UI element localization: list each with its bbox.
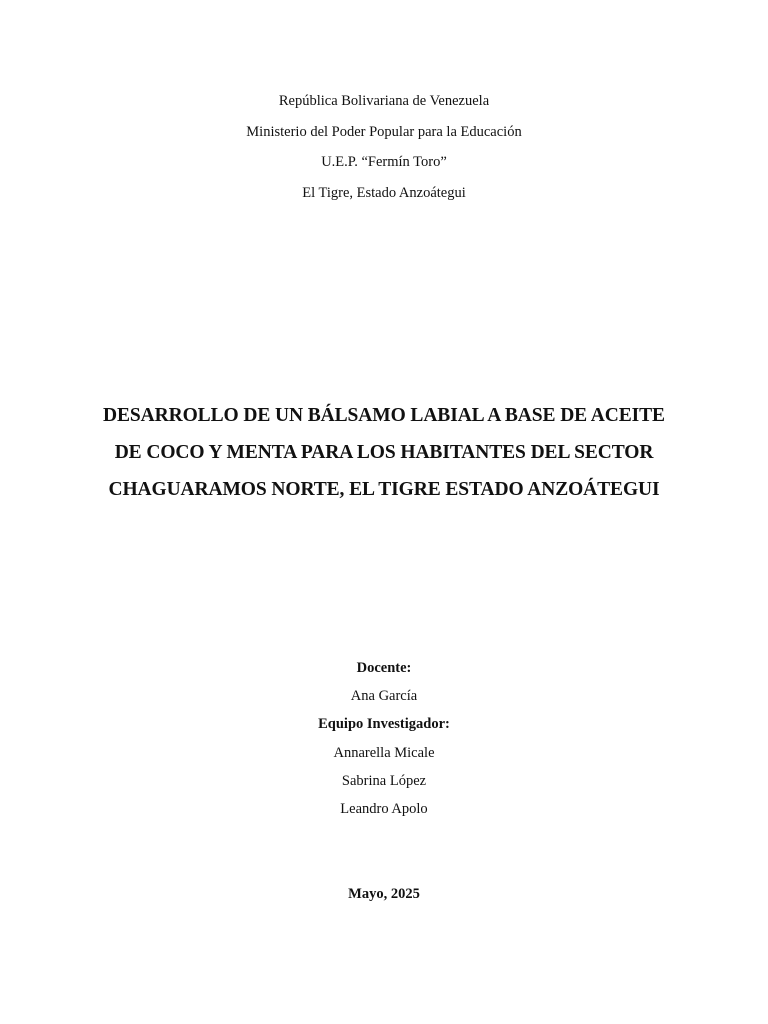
teacher-label: Docente: xyxy=(356,660,412,676)
authors-section xyxy=(0,657,768,826)
title-line-2: DE COCO Y MENTA PARA LOS HABITANTES DEL SECTOR xyxy=(114,442,654,463)
header-location: El Tigre, Estado Anzoátegui xyxy=(302,184,466,201)
institution-header xyxy=(0,90,768,212)
team-member: Annarella Micale xyxy=(333,744,435,761)
header-ministry: Ministerio del Poder Popular para la Educación xyxy=(246,123,522,140)
team-member: Sabrina López xyxy=(341,772,427,789)
header-country: República Bolivariana de Venezuela xyxy=(278,93,490,109)
title-line-3: CHAGUARAMOS NORTE, EL TIGRE ESTADO ANZOÁTEGUI xyxy=(108,479,660,500)
header-school: U.E.P. “Fermín Toro” xyxy=(321,154,447,170)
document-title xyxy=(70,397,698,508)
title-line-1: DESARROLLO DE UN BÁLSAMO LABIAL A BASE DE ACEITE xyxy=(103,405,665,426)
team-member: Leandro Apolo xyxy=(340,800,428,817)
teacher-name: Ana García xyxy=(350,688,418,705)
team-label: Equipo Investigador: xyxy=(318,716,450,733)
document-date: Mayo, 2025 xyxy=(348,886,420,902)
